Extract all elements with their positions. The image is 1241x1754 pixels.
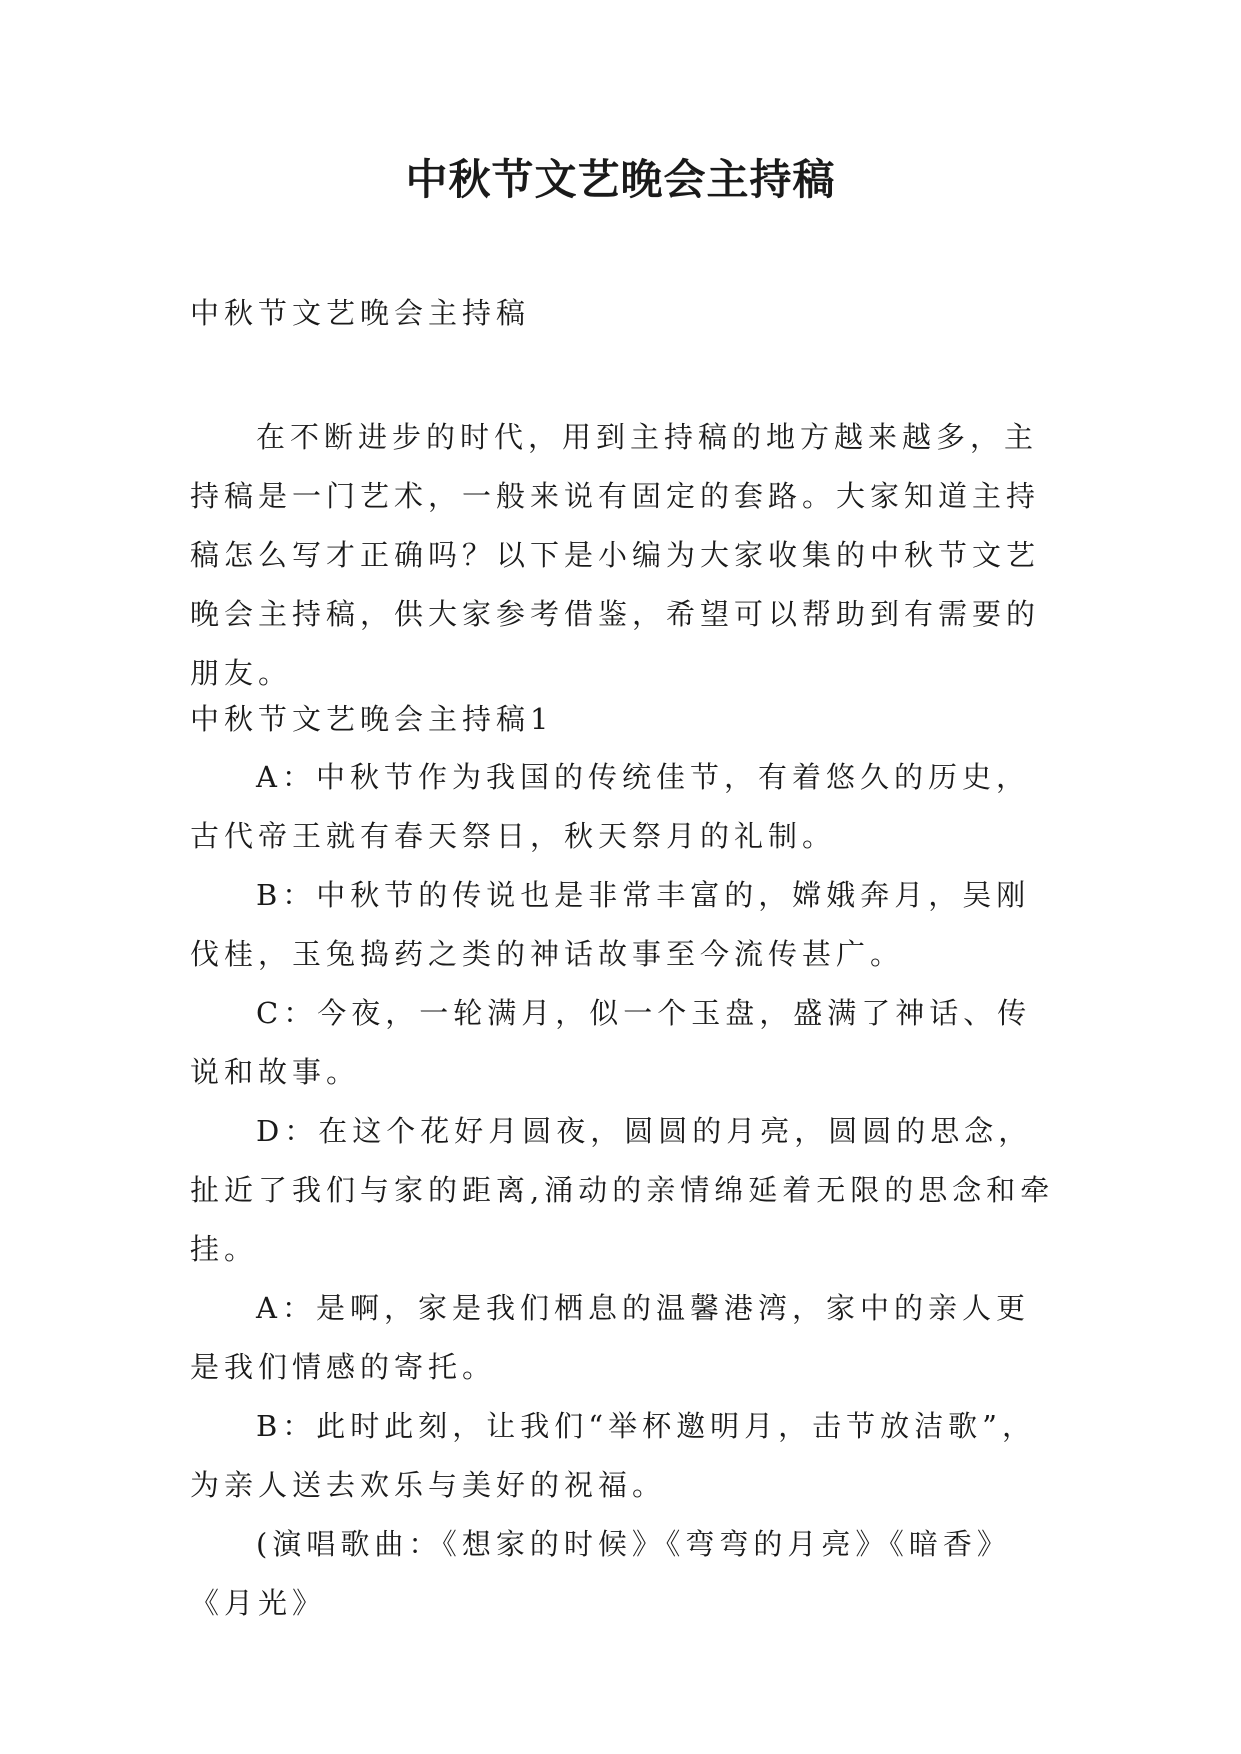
dialogue-paragraph: B：此时此刻，让我们“举杯邀明月，击节放洁歌”，为亲人送去欢乐与美好的祝福。 xyxy=(190,1409,1036,1502)
dialogue-paragraph: D：在这个花好月圆夜，圆圆的月亮，圆圆的思念，扯近了我们与家的距离,涌动的亲情绵延着无限的思念和牵挂。 xyxy=(190,1114,1055,1266)
document-title: 中秋节文艺晚会主持稿 xyxy=(405,155,836,204)
dialogue-paragraph: B：中秋节的传说也是非常丰富的，嫦娥奔月，吴刚伐桂，玉兔捣药之类的神话故事至今流传甚广。 xyxy=(190,878,1031,971)
document-subtitle: 中秋节文艺晚会主持稿 xyxy=(190,296,531,330)
dialogue-paragraph: C：今夜，一轮满月，似一个玉盘，盛满了神话、传说和故事。 xyxy=(190,996,1032,1089)
dialogue-paragraph: A：中秋节作为我国的传统佳节，有着悠久的历史，古代帝王就有春天祭日，秋天祭月的礼制。 xyxy=(190,760,1030,853)
dialogue-section xyxy=(190,748,1056,1633)
section-title: 中秋节文艺晚会主持稿1 xyxy=(190,702,554,736)
intro-paragraph: 在不断进步的时代，用到主持稿的地方越来越多，主持稿是一门艺术，一般来说有固定的套路。大家知道主持稿怎么写才正确吗？以下是小编为大家收集的中秋节文艺晚会主持稿，供大家参考借鉴，希望可以帮助到有需要的朋友。 xyxy=(190,420,1041,690)
song-list-paragraph: (演唱歌曲：《想家的时候》《弯弯的月亮》《暗香》《月光》 xyxy=(190,1527,1011,1620)
dialogue-paragraph: A：是啊，家是我们栖息的温馨港湾，家中的亲人更是我们情感的寄托。 xyxy=(190,1291,1030,1384)
